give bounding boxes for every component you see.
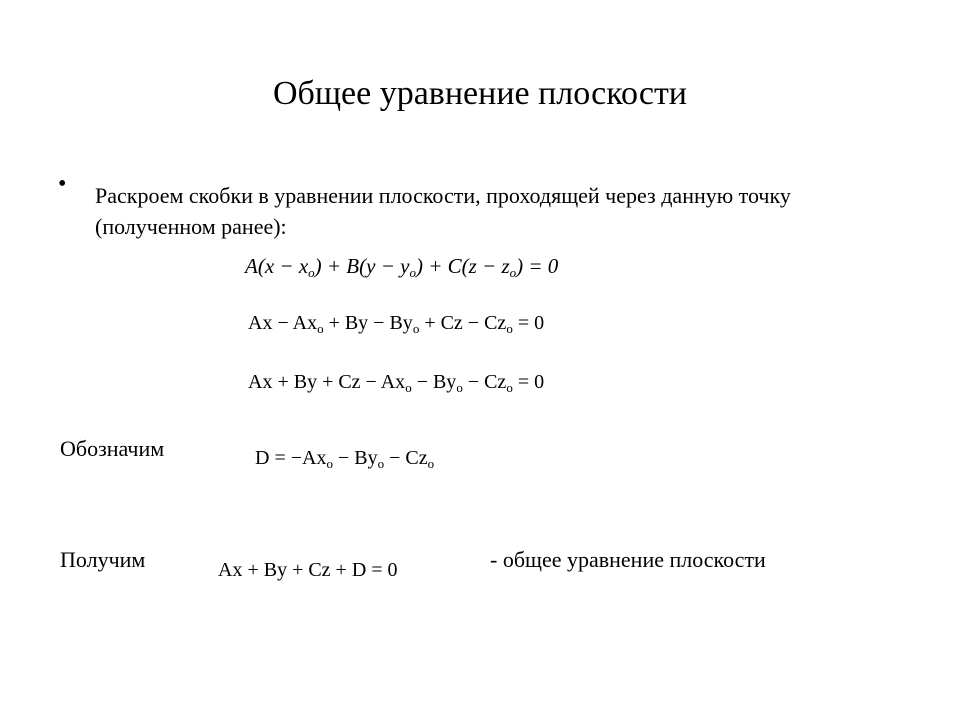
equation-regrouped: $Ax + By + Cz - Ax_o - By_o - Cz_o = 0$: [248, 371, 545, 395]
equation-point-normal-form: $A(x - x_o) + B(y - y_o) + C(z - z_o) = 0$: [245, 254, 559, 280]
equation-general-plane: Ax + By + Cz + D = 0: [218, 559, 398, 581]
equation-d-definition: $D = -Ax_o - By_o - Cz_o$: [255, 447, 435, 471]
slide-title: Общее уравнение плоскости: [272, 75, 687, 112]
bullet-marker: •: [58, 171, 67, 197]
equation-expanded: $Ax - Ax_o + By - By_o + Cz - Cz_o = 0$: [248, 312, 545, 336]
denote-label: Обозначим: [60, 436, 165, 461]
result-caption: - общее уравнение плоскости: [490, 547, 766, 572]
bullet-text: Раскроем скобки в уравнении плоскости, проходящей через данную точку (полученном ранее):: [95, 183, 791, 239]
result-label: Получим: [60, 547, 146, 572]
